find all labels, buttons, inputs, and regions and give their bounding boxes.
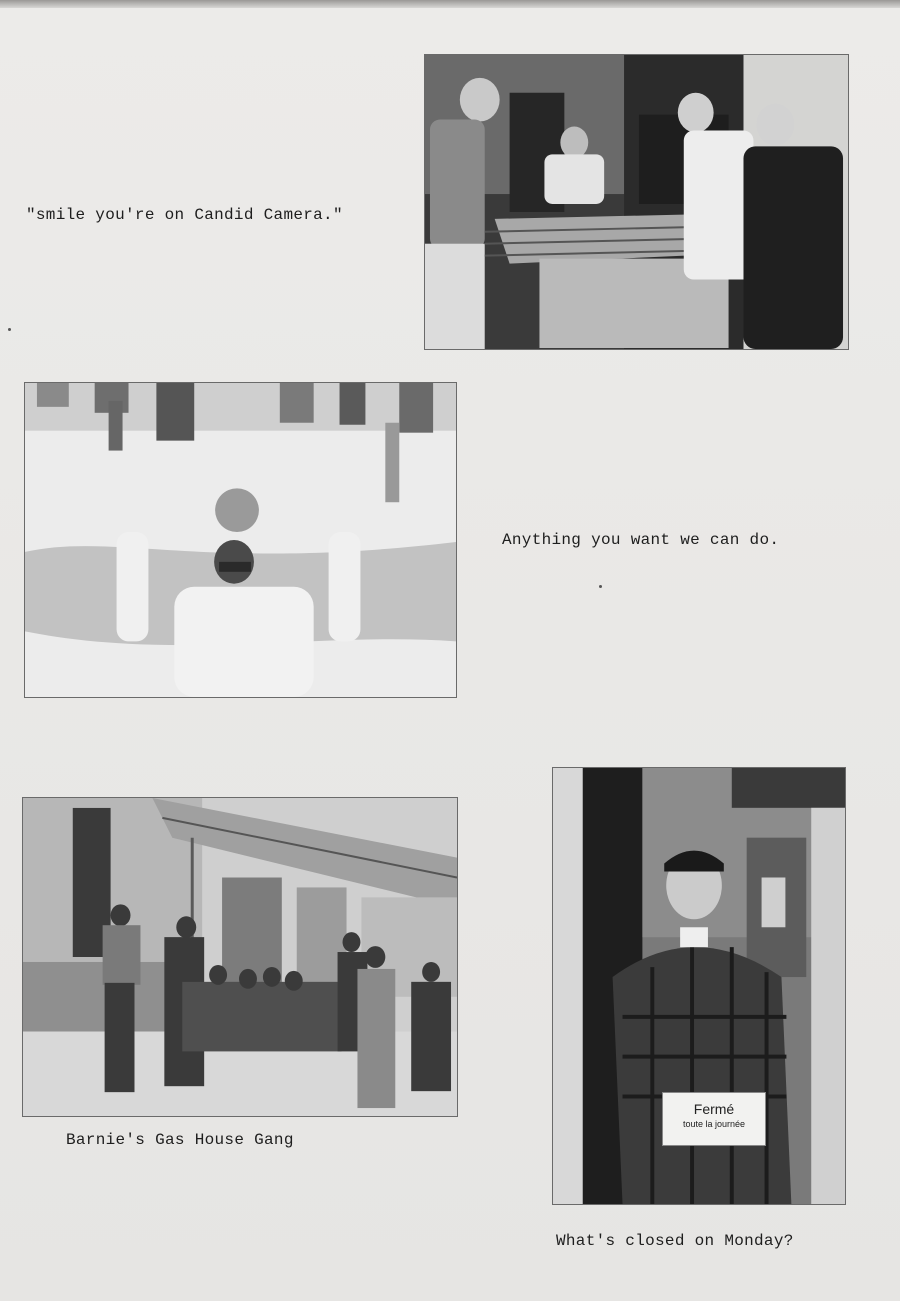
caption-gas-house-gang: Barnie's Gas House Gang: [66, 1131, 294, 1149]
page-top-edge: [0, 0, 900, 8]
closed-sign-line1: Fermé: [693, 1101, 735, 1117]
closed-sign: [662, 1092, 766, 1146]
caption-closed-on-monday: What's closed on Monday?: [556, 1232, 794, 1250]
caption-anything-you-want: Anything you want we can do.: [502, 531, 780, 549]
photo-foosball-game: [424, 54, 849, 350]
caption-candid-camera: "smile you're on Candid Camera.": [26, 206, 343, 224]
page-speck: [599, 585, 602, 588]
closed-sign-line2: toute la journée: [682, 1119, 746, 1129]
photo-gas-house-gang: [22, 797, 458, 1117]
photo-courtyard-juggler: [24, 382, 457, 698]
page-speck: [8, 328, 11, 331]
